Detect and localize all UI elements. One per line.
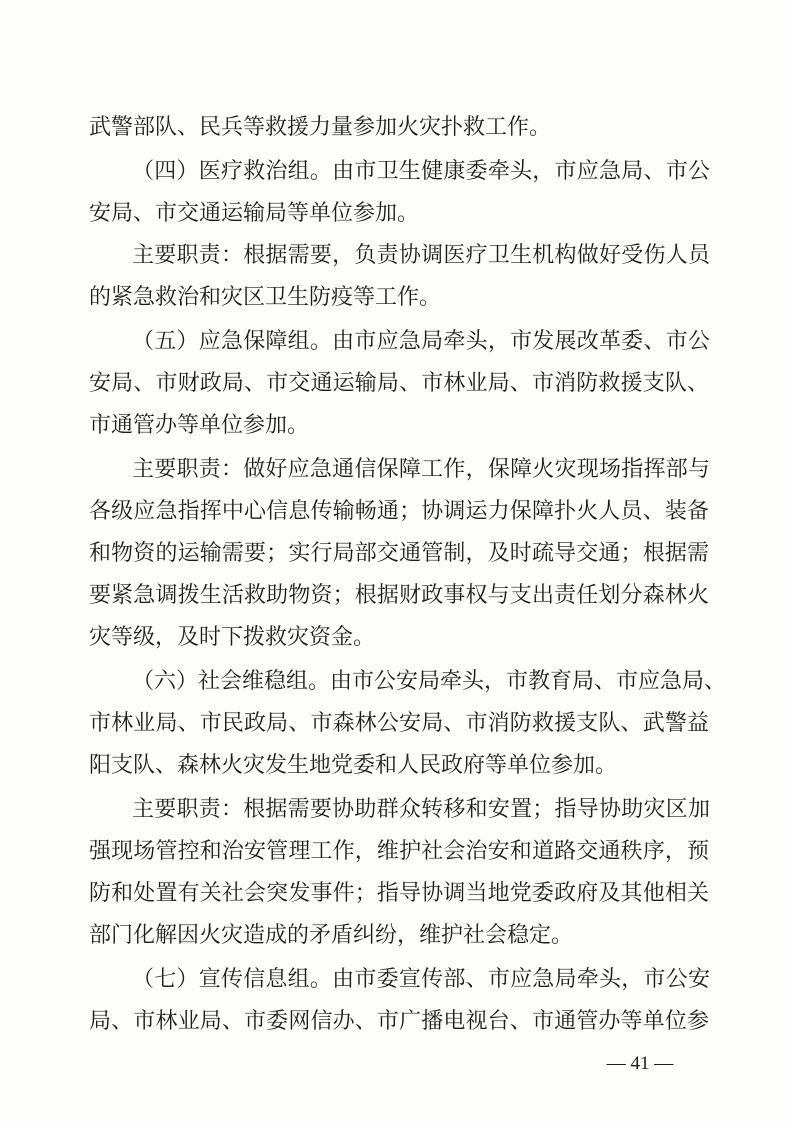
text-line: 各级应急指挥中心信息传输畅通；协调运力保障扑火人员、装备 bbox=[89, 499, 709, 524]
text-line: 的紧急救治和灾区卫生防疫等工作。 bbox=[89, 285, 442, 310]
heading-social-stability-group: （六）社会维稳组。由市公安局牵头，市教育局、市应急局、 bbox=[132, 669, 727, 694]
text-line: 武警部队、民兵等救援力量参加火灾扑救工作。 bbox=[89, 115, 552, 140]
text-line: 局、市林业局、市委网信办、市广播电视台、市通管办等单位参 bbox=[89, 1009, 709, 1034]
heading-medical-rescue-group: （四）医疗救治组。由市卫生健康委牵头，市应急局、市公 bbox=[132, 159, 710, 184]
text-line: 主要职责：根据需要协助群众转移和安置；指导协助灾区加 bbox=[132, 797, 710, 822]
page-number: — 41 — bbox=[606, 1053, 674, 1074]
text-line: 市通管办等单位参加。 bbox=[89, 413, 310, 438]
text-line: 安局、市财政局、市交通运输局、市林业局、市消防救援支队、 bbox=[89, 371, 709, 396]
text-line: 市林业局、市民政局、市森林公安局、市消防救援支队、武警益 bbox=[89, 711, 709, 736]
heading-emergency-support-group: （五）应急保障组。由市应急局牵头，市发展改革委、市公 bbox=[132, 329, 710, 354]
text-line: 和物资的运输需要；实行局部交通管制，及时疏导交通；根据需 bbox=[89, 541, 709, 566]
heading-publicity-info-group: （七）宣传信息组。由市委宣传部、市应急局牵头，市公安 bbox=[132, 967, 710, 992]
text-line: 安局、市交通运输局等单位参加。 bbox=[89, 201, 420, 226]
text-line: 部门化解因火灾造成的矛盾纠纷，维护社会稳定。 bbox=[89, 923, 574, 948]
text-line: 主要职责：根据需要，负责协调医疗卫生机构做好受伤人员 bbox=[132, 243, 710, 268]
text-line: 灾等级，及时下拨救灾资金。 bbox=[89, 625, 376, 650]
text-line: 主要职责：做好应急通信保障工作，保障火灾现场指挥部与 bbox=[132, 457, 710, 482]
text-line: 要紧急调拨生活救助物资；根据财政事权与支出责任划分森林火 bbox=[89, 583, 709, 608]
text-line: 强现场管控和治安管理工作，维护社会治安和道路交通秩序，预 bbox=[89, 839, 709, 864]
text-line: 防和处置有关社会突发事件；指导协调当地党委政府及其他相关 bbox=[89, 881, 709, 906]
text-line: 阳支队、森林火灾发生地党委和人民政府等单位参加。 bbox=[89, 753, 618, 778]
